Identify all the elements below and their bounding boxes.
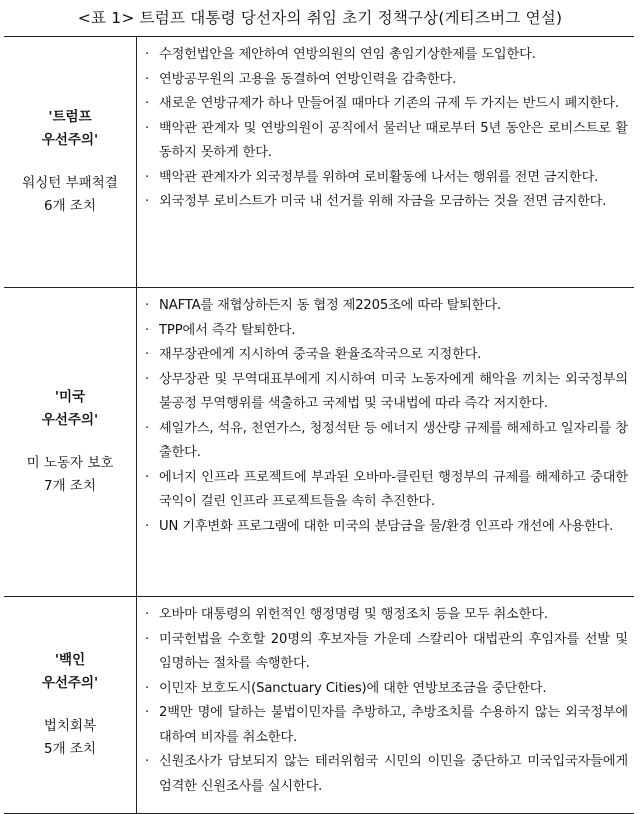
measure-summary: 워싱턴 부패척결 6개 조치: [22, 175, 118, 214]
list-item: · 신원조사가 담보되지 않는 테러위험국 시민의 이민을 중단하고 미국입국자들에게 엄격한 신원조사를 실시한다.: [145, 754, 628, 794]
list-item: · 오바마 대통령의 위헌적인 행정명령 및 행정조치 등을 모두 취소한다.: [145, 607, 548, 622]
list-item: · 이민자 보호도시(Sanctuary Cities)에 대한 연방보조금을 중단한다.: [145, 680, 547, 696]
policy-name: '트럼프 우선주의': [41, 109, 99, 148]
list-item: · 외국정부 로비스트가 미국 내 선거를 위해 자금을 모금하는 것을 전면 금지한다.: [145, 194, 607, 209]
measures-list: [137, 37, 634, 287]
table-caption: <표 1> 트럼프 대통령 당선자의 취임 초기 정책구상(게티즈버그 연설): [77, 9, 563, 27]
row-header: [4, 597, 137, 813]
list-item: · TPP에서 즉각 탈퇴한다.: [145, 322, 296, 338]
policy-name: '백인 우선주의': [41, 652, 99, 691]
policy-name: '미국 우선주의': [41, 389, 99, 428]
list-item: · NAFTA를 재협상하든지 동 협정 제2205조에 따라 탈퇴한다.: [145, 298, 501, 313]
policy-table: [4, 36, 634, 814]
table-row: [4, 37, 634, 288]
measure-summary: 법치회복 5개 조치: [43, 718, 97, 757]
table-row: [4, 597, 634, 813]
list-item: · 수정헌법안을 제안하여 연방의원의 연임 총임기상한제를 도입한다.: [145, 47, 536, 62]
measure-summary: 미 노동자 보호 7개 조치: [26, 455, 114, 494]
row-header: [4, 288, 137, 596]
list-item: · 연방공무원의 고용을 동결하여 연방인력을 감축한다.: [145, 71, 457, 87]
list-item: · 재무장관에게 지시하여 중국을 환율조작국으로 지정한다.: [145, 347, 482, 362]
list-item: · 미국헌법을 수호할 20명의 후보자들 가운데 스칼리아 대법관의 후임자를 선발 및 임명하는 절차를 속행한다.: [145, 631, 628, 671]
list-item: · 셰일가스, 석유, 천연가스, 청정석탄 등 에너지 생산량 규제를 해제하고 일자리를 창출한다.: [145, 420, 628, 460]
list-item: · 백악관 관계자 및 연방의원이 공직에서 물러난 때로부터 5년 동안은 로비스트로 활동하지 못하게 한다.: [145, 120, 628, 160]
list-item: · 상무장관 및 무역대표부에게 지시하여 미국 노동자에게 해악을 끼치는 외국정부의 불공정 무역행위를 색출하고 국제법 및 국내법에 따라 즉각 저지한다.: [145, 371, 628, 411]
measures-list: [137, 597, 634, 813]
measures-list: [137, 288, 634, 596]
row-header: [4, 37, 137, 287]
list-item: · 백악관 관계자가 외국정부를 위하여 로비활동에 나서는 행위를 전면 금지한다.: [145, 169, 599, 185]
table-row: [4, 288, 634, 597]
list-item: · 2백만 명에 달하는 불법이민자를 추방하고, 추방조치를 수용하지 않는 외국정부에 대하여 비자를 취소한다.: [145, 705, 628, 745]
list-item: · 새로운 연방규제가 하나 만들어질 때마다 기존의 규제 두 가지는 반드시 폐지한다.: [145, 96, 619, 111]
list-item: · 에너지 인프라 프로젝트에 부과된 오바마-클린턴 행정부의 규제를 해제하고 중대한 국익이 걸린 인프라 프로젝트들을 속히 추진한다.: [145, 469, 628, 509]
list-item: · UN 기후변화 프로그램에 대한 미국의 분담금을 물/환경 인프라 개선에 사용한다.: [145, 518, 614, 534]
